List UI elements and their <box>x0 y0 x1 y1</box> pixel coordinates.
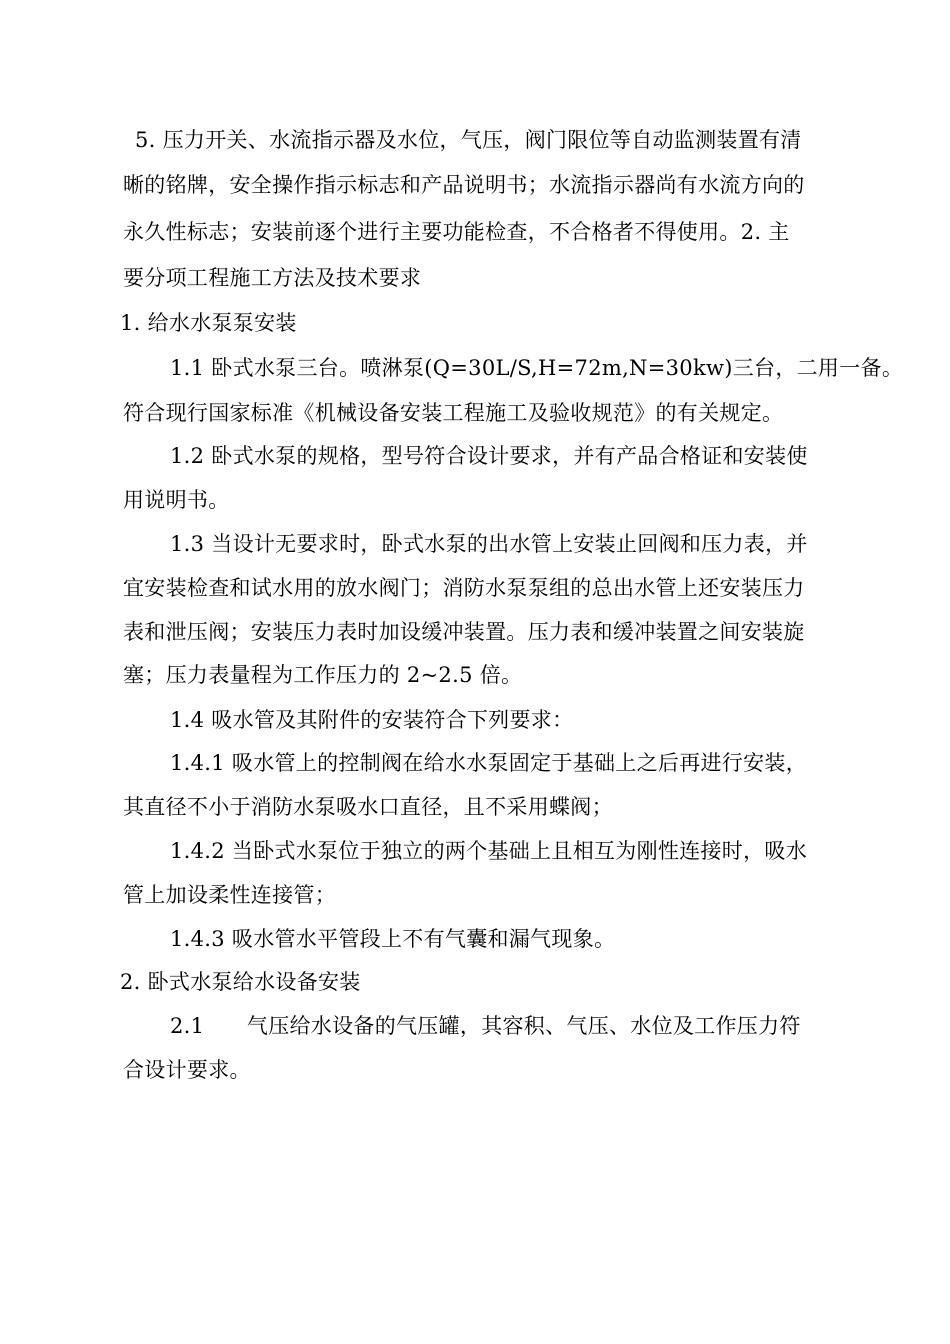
text-line-15: 1.4.1 吸水管上的控制阀在给水水泵固定于基础上之后再进行安装， <box>170 751 808 775</box>
text-line-4: 要分项工程施工方法及技术要求 <box>123 266 422 290</box>
text-line-2: 晰的铭牌，安全操作指示标志和产品说明书；水流指示器尚有水流方向的 <box>123 173 805 197</box>
text-line-13: 塞；压力表量程为工作压力的 2~2.5 倍。 <box>123 663 523 687</box>
text-line-3: 永久性标志；安装前逐个进行主要功能检查，不合格者不得使用。2. 主 <box>123 220 790 244</box>
section-heading-2: 2. 卧式水泵给水设备安装 <box>120 970 361 994</box>
text-line-12: 表和泄压阀；安装压力表时加设缓冲装置。压力表和缓冲装置之间安装旋 <box>123 620 805 644</box>
text-line-16: 其直径不小于消防水泵吸水口直径，且不采用蝶阀； <box>123 795 613 819</box>
text-line-10: 1.3 当设计无要求时，卧式水泵的出水管上安装止回阀和压力表，并 <box>170 532 808 556</box>
text-line-19: 1.4.3 吸水管水平管段上不有气囊和漏气现象。 <box>170 927 616 951</box>
text-line-17: 1.4.2 当卧式水泵位于独立的两个基础上且相互为刚性连接时，吸水 <box>170 839 808 863</box>
text-line-1: 5. 压力开关、水流指示器及水位，气压，阀门限位等自动监测装置有清 <box>135 128 802 152</box>
text-line-14: 1.4 吸水管及其附件的安装符合下列要求： <box>170 708 574 732</box>
text-line-22: 合设计要求。 <box>123 1058 251 1082</box>
text-line-9: 用说明书。 <box>123 488 230 512</box>
text-line-6: 1.1 卧式水泵三台。喷淋泵(Q=30L/S,H=72m,N=30kw)三台，二用一备。 <box>170 356 904 380</box>
text-line-8: 1.2 卧式水泵的规格，型号符合设计要求，并有产品合格证和安装使 <box>170 444 808 468</box>
text-line-18: 管上加设柔性连接管； <box>123 883 336 907</box>
text-line-11: 宜安装检查和试水用的放水阀门；消防水泵泵组的总出水管上还安装压力 <box>123 576 805 600</box>
text-line-21: 2.1 气压给水设备的气压罐，其容积、气压、水位及工作压力符 <box>170 1014 801 1038</box>
text-line-7: 符合现行国家标准《机械设备安装工程施工及验收规范》的有关规定。 <box>123 401 784 425</box>
section-heading-1: 1. 给水水泵泵安装 <box>120 311 297 335</box>
